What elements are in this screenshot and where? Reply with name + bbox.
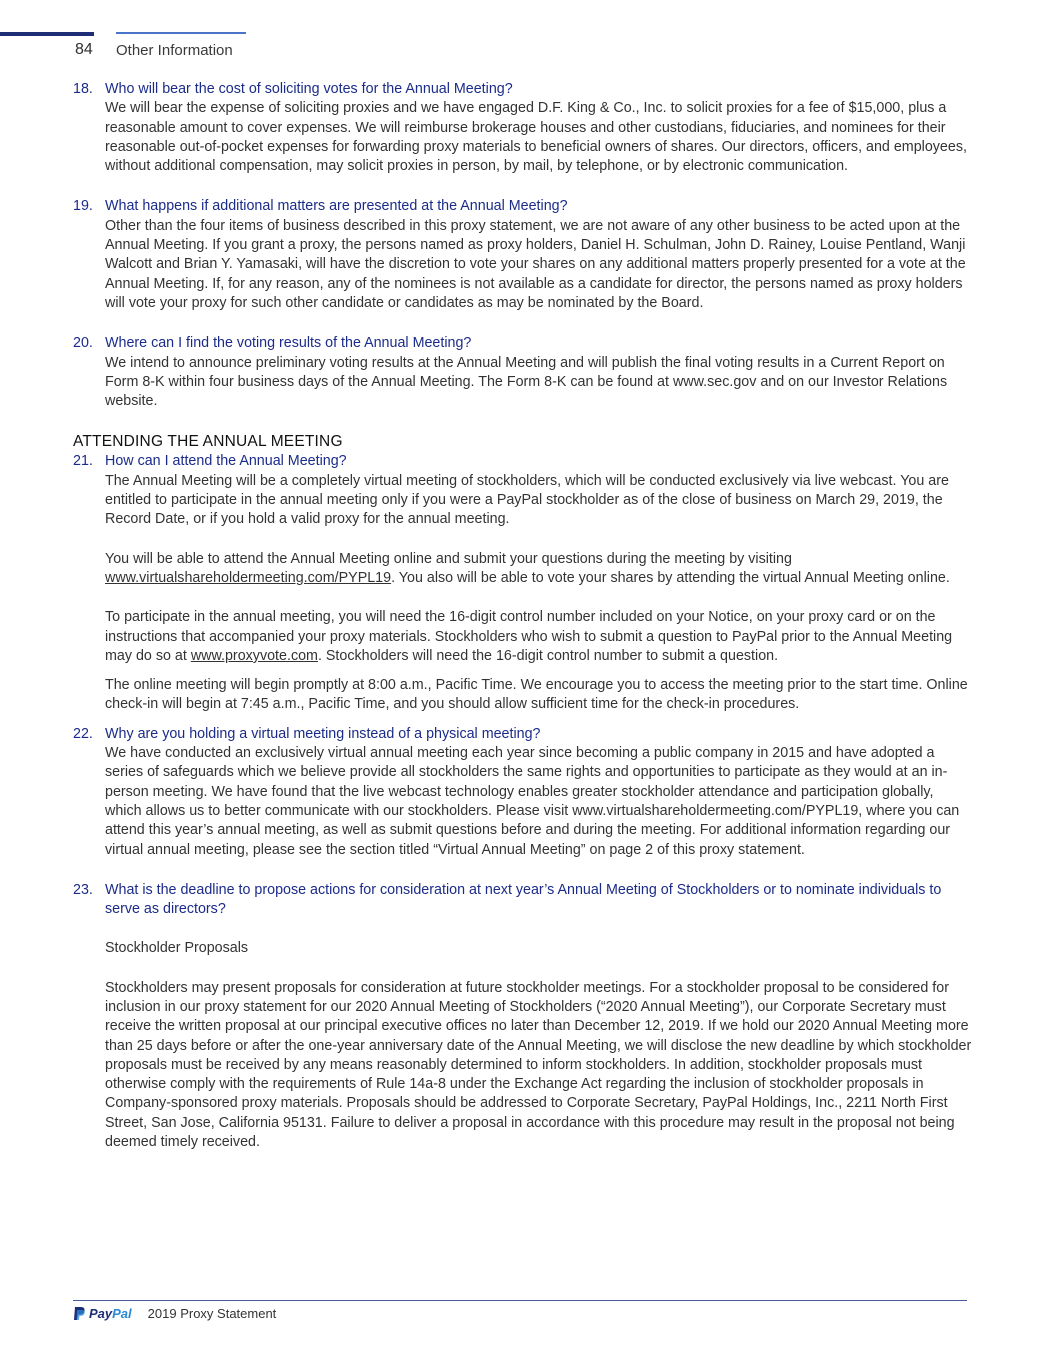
section-heading: ATTENDING THE ANNUAL MEETING [73,433,343,451]
document-title: 2019 Proxy Statement [147,1306,277,1321]
question-text: Why are you holding a virtual meeting instead of a physical meeting? [105,725,541,742]
header-accent-bar-left [0,32,94,36]
answer-21-paragraph-3: To participate in the annual meeting, you will need the 16-digit control number included on your Notice, on your proxy card or on the instructions that accompanied your proxy materials. Stockholders who wish to submit a question to PayPal prior to the Annual Meeting may do so at www.proxyvote.com. Stockholders will need the 16-digit control number to submit a question. [105,609,953,664]
question-number: 18. [73,81,93,97]
answer-21-paragraph-4: The online meeting will begin promptly at 8:00 a.m., Pacific Time. We encourage you to access the meeting prior to the start time. Online check-in will begin at 7:45 a.m., Pacific Time, and you should allow sufficient time for the check-in procedures. [105,677,968,713]
header-accent-bar-right [116,32,246,34]
footer [73,1306,276,1321]
question-18 [73,80,973,99]
question-number: 20. [73,335,93,352]
question-19 [73,197,973,216]
question-number: 23. [73,881,93,898]
paypal-logo-icon [73,1306,85,1321]
footer-rule [73,1300,967,1301]
answer-21-paragraph-2: You will be able to attend the Annual Meeting online and submit your questions during the meeting by visiting www.virtualshareholdermeeting.com/PYPL19. You also will be able to vote your shares by attending the virtual Annual Meeting online. [105,550,950,586]
question-number: 19. [73,198,93,215]
question-text: What happens if additional matters are presented at the Annual Meeting? [105,198,568,215]
page-number: 84 [75,41,93,58]
question-20 [73,334,973,353]
section-title: Other Information [116,42,233,59]
webcast-link[interactable]: www.virtualshareholdermeeting.com/PYPL19 [105,569,392,586]
question-text: Who will bear the cost of soliciting votes for the Annual Meeting? [105,81,513,97]
question-text: Where can I find the voting results of the Annual Meeting? [105,335,472,352]
question-23 [73,881,973,920]
paypal-wordmark: PayPal [89,1306,132,1321]
question-number: 21. [73,453,93,470]
answer-21-paragraph-1: The Annual Meeting will be a completely virtual meeting of stockholders, which will be conducted exclusively via live webcast. You are entitled to participate in the annual meeting only if you were a PayPal stockholder as of the close of business on March 29, 2019, the Record Date, or if you hold a valid proxy for the annual meeting. [105,472,949,528]
proxyvote-link[interactable]: www.proxyvote.com [190,647,318,664]
answer-19: Other than the four items of business described in this proxy statement, we are not aware of any other business to be acted upon at the Annual Meeting. If you grant a proxy, the persons named as proxy holders, Daniel H. Schulman, John D. Rainey, Louise Pentland, Wanji Walcott and Brian Y. Yamasaki, will have the discretion to vote your shares on any additional matters properly presented for a vote at the Annual Meeting. If, for any reason, any of the nominees is not available as a candidate for director, the persons named as proxy holders will vote your proxy for such other candidate or candidates as may be nominated by the Board. [105,217,966,311]
question-text: How can I attend the Annual Meeting? [105,453,347,470]
question-number: 22. [73,725,93,742]
question-22 [73,725,973,744]
page-content [73,80,973,1152]
question-text: What is the deadline to propose actions for consideration at next year’s Annual Meeting of Stockholders or to nominate individuals to serve as directors? [105,881,942,918]
answer-22: We have conducted an exclusively virtual annual meeting each year since becoming a public company in 2015 and have adopted a series of safeguards which we believe provide all stockholders the same rights and opportunities to participate as they would at an in-person meeting. We have found that the live webcast technology enables greater stockholder attendance and participation globally, which allows us to better communicate with our stockholders. Please visit www.virtualshareholdermeeting.com/PYPL19, where you can attend this year’s annual meeting, as well as submit questions before and during the meeting. For additional information regarding our virtual annual meeting, please see the section titled “Virtual Annual Meeting” on page 2 of this proxy statement. [105,745,960,858]
question-21 [73,452,973,471]
answer-23: Stockholders may present proposals for consideration at future stockholder meetings. For a stockholder proposal to be considered for inclusion in our proxy statement for our 2020 Annual Meeting of Stockholders (“2020 Annual Meeting”), our Corporate Secretary must receive the written proposal at our principal executive offices no later than December 12, 2019. If we hold our 2020 Annual Meeting more than 25 days before or after the one-year anniversary date of the Annual Meeting, we will disclose the new deadline by which stockholder proposals must be received by any means reasonably determined to inform stockholders. In addition, stockholder proposals must otherwise comply with the requirements of Rule 14a-8 under the Exchange Act regarding the inclusion of stockholder proposals in Company-sponsored proxy materials. Proposals should be addressed to Corporate Secretary, PayPal Holdings, Inc., 2211 North First Street, San Jose, California 95131. Failure to deliver a proposal in accordance with this procedure may result in the proposal not being deemed timely received. [105,979,972,1151]
subheading-stockholder-proposals: Stockholder Proposals [105,940,249,957]
answer-20: We intend to announce preliminary voting results at the Annual Meeting and will publish the final voting results in a Current Report on Form 8-K within four business days of the Annual Meeting. The Form 8-K can be found at www.sec.gov and on our Investor Relations website. [105,354,948,410]
answer-18: We will bear the expense of soliciting proxies and we have engaged D.F. King & Co., Inc. to solicit proxies for a fee of $15,000, plus a reasonable amount to cover expenses. We will reimburse brokerage houses and other custodians, fiduciaries, and nominees for their reasonable out-of-pocket expenses for forwarding proxy materials to beneficial owners of shares. Our directors, officers, and employees, without additional compensation, may solicit proxies in person, by mail, by telephone, or by electronic communication. [105,100,967,175]
